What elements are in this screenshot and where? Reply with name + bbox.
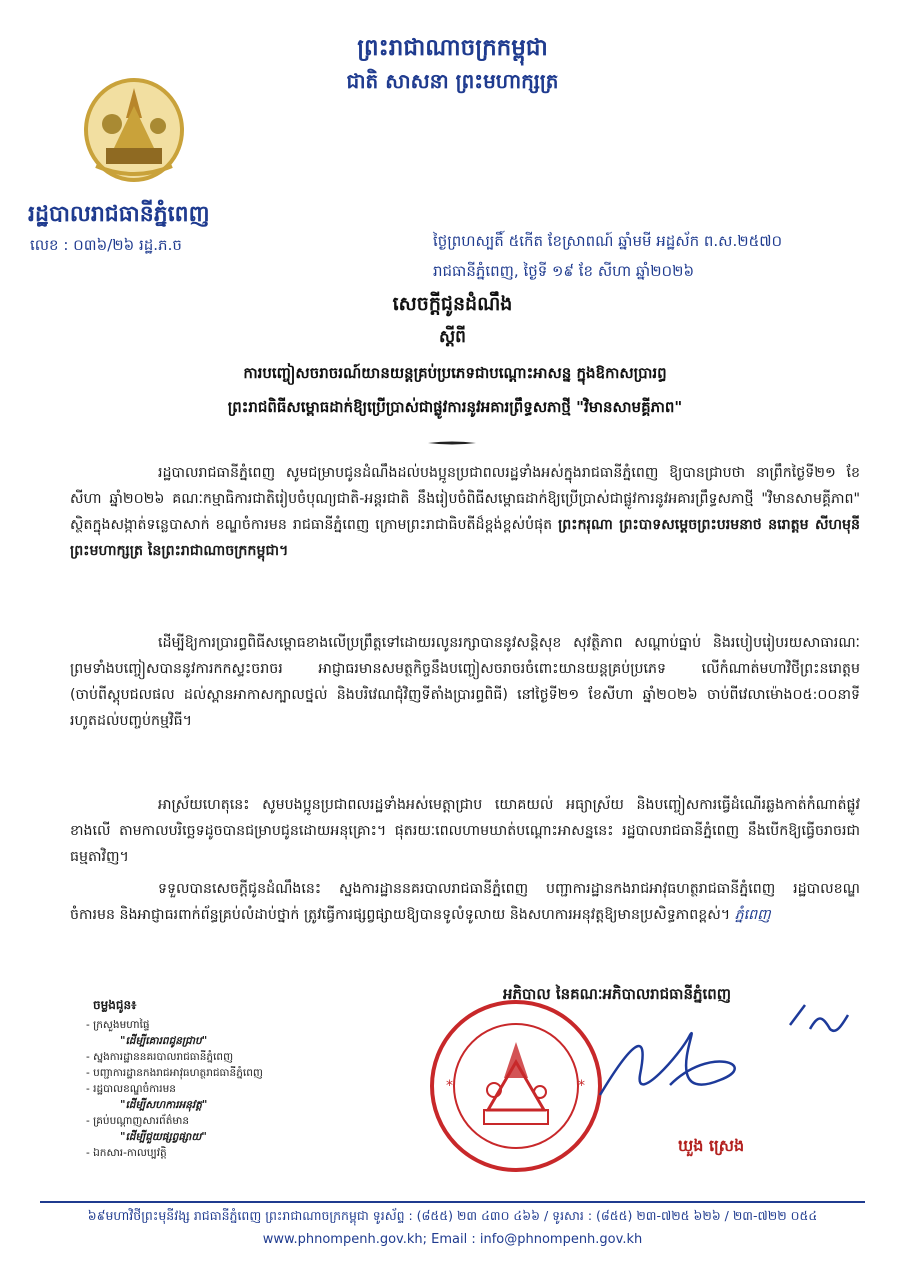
signatory-title: អភិបាល នៃគណៈអភិបាលរាជធានីភ្នំពេញ: [503, 985, 732, 1003]
kingdom-heading: ព្រះរាជាណាចក្រកម្ពុជា: [357, 35, 548, 61]
subject-line-2: ព្រះរាជពិធីសម្ពោធដាក់ឱ្យប្រើប្រាស់ជាផ្លូវការនូវអគារព្រឹទ្ធសភាថ្មី "វិមានសាមគ្គីភាព": [227, 398, 683, 416]
cc-item: - ស្នងការដ្ឋាននគរបាលរាជធានីភ្នំពេញ: [86, 1051, 234, 1063]
paragraph-2-text: ដើម្បីឱ្យការប្រារព្ធពិធីសម្ពោធខាងលើប្រព្រឹត្តទៅដោយរលូនរក្សាបាននូវសន្តិសុខ សុវត្ថិភាព សណ្តាប់ធ្នាប់ និងរបៀបរៀបរយសាធារណៈ ព្រមទាំងបញ្ចៀសបាននូវការកកស្ទះចរាចរ អាជ្ញាធរមានសមត្ថកិច្ចនឹងបញ្ចៀសចរាចរចំពោះយានយន្តគ្រប់ប្រភេទ លើកំណាត់មហាវិថីព្រះនរោត្តម (ចាប់ពីស្តុបជលផល ដល់ស្ពានអាកាសក្បាលថ្នល់ និងបរិវេណជុំវិញទីតាំងប្រារព្ធពិធី) នៅថ្ងៃទី២១ ខែសីហា ឆ្នាំ២០២៦ ចាប់ពីវេលាម៉ោង០៥:០០នាទី រហូតដល់បញ្ចប់កម្មវិធី។: [70, 635, 860, 729]
cc-item-note: "ដើម្បីសហការអនុវត្ត": [120, 1099, 208, 1111]
paragraph-1-text: រដ្ឋបាលរាជធានីភ្នំពេញ សូមជម្រាបជូនដំណឹងដល់បងប្អូនប្រជាពលរដ្ឋទាំងអស់ក្នុងរាជធានីភ្នំពេញ ឱ្យបានជ្រាបថា នាព្រឹកថ្ងៃទី២១ ខែសីហា ឆ្នាំ២០២៦ គណៈកម្មាធិការជាតិរៀបចំបុណ្យជាតិ-អន្តរជាតិ នឹងរៀបចំពិធីសម្ពោធដាក់ឱ្យប្រើប្រាស់ជាផ្លូវការនូវអគារព្រឹទ្ធសភាថ្មី "វិមានសាមគ្គីភាព" ស្ថិតក្នុងសង្កាត់ទន្លេបាសាក់ ខណ្ឌចំការមន រាជធានីភ្នំពេញ ក្រោមព្រះរាជាធិបតីដ៏ខ្ពង់ខ្ពស់បំផុត: [70, 465, 860, 533]
body-paragraph-1: [70, 460, 860, 564]
solar-date: រាជធានីភ្នំពេញ, ថ្ងៃទី ១៩ ខែ សីហា ឆ្នាំ២០២៦: [433, 262, 695, 280]
subject-line-1: ការបញ្ចៀសចរាចរណ៍យានយន្តគ្រប់ប្រភេទជាបណ្តោះអាសន្ន ក្នុងឱកាសប្រារព្ធ: [243, 364, 667, 382]
signatory-name: ឃួង ស្រេង: [678, 1136, 745, 1155]
lunar-date: ថ្ងៃព្រហស្បតិ៍ ៥កើត ខែស្រាពណ៍ ឆ្នាំមមី អដ្ឋស័ក ព.ស.២៥៧០: [433, 232, 783, 250]
footer-contact: www.phnompenh.gov.kh; Email : info@phnompenh.gov.kh: [262, 1232, 643, 1247]
cc-title: ចម្លងជូន៖: [93, 998, 137, 1012]
paragraph-4-text: ទទួលបានសេចក្តីជូនដំណឹងនេះ ស្នងការដ្ឋាននគរបាលរាជធានីភ្នំពេញ បញ្ជាការដ្ឋានកងរាជអាវុធហត្ថរាជធានីភ្នំពេញ រដ្ឋបាលខណ្ឌចំការមន និងអាជ្ញាធរពាក់ព័ន្ធគ្រប់លំដាប់ថ្នាក់ ត្រូវធ្វើការផ្សព្វផ្សាយឱ្យបានទូលំទូលាយ និងសហការអនុវត្តឱ្យមានប្រសិទ្ធភាពខ្ពស់។: [70, 881, 860, 923]
cc-item: - ក្រសួងមហាផ្ទៃ: [86, 1019, 150, 1031]
cc-item-note: "ដើម្បីគោរពជូនជ្រាប": [120, 1035, 208, 1047]
footer-address: ៦៩មហាវិថីព្រះមុនីវង្ស រាជធានីភ្នំពេញ ព្រះរាជាណាចក្រកម្ពុជា ទូរស័ព្ទ : (៨៥៥) ២៣ ៤៣០ ៤៦៦ / ទូរសារ : (៨៥៥) ២៣-៧២៥ ៦២៦ / ២៣-៧២២ ០៥៤: [87, 1208, 818, 1223]
reference-number: លេខ : ០៣៦/២៦ រដ្ឋ.ភ.ច: [30, 236, 182, 254]
cc-item: - ឯកសារ-កាលប្បវត្តិ: [86, 1147, 167, 1159]
document-type: សេចក្តីជូនដំណឹង: [392, 293, 513, 315]
cc-item: - បញ្ជាការដ្ឋានកងរាជអាវុធហត្ថរាជធានីភ្នំពេញ: [86, 1067, 263, 1079]
footer-divider: [40, 1201, 865, 1203]
phnom-penh-logo: [82, 78, 186, 196]
title-divider: [428, 441, 476, 445]
cc-list: [86, 1017, 326, 1161]
issuing-authority: រដ្ឋបាលរាជធានីភ្នំពេញ: [28, 202, 210, 227]
cc-item: - គ្រប់បណ្តាញសារព័ត៌មាន: [86, 1115, 190, 1127]
handwritten-note: ភ្នំពេញ: [734, 907, 771, 923]
king-title: ព្រះករុណា ព្រះបាទសម្តេចព្រះបរមនាថ នរោត្តម សីហមុនី ព្រះមហាក្សត្រ នៃព្រះរាជាណាចក្រកម្ពុជា។: [70, 517, 861, 559]
paragraph-3-text: អាស្រ័យហេតុនេះ សូមបងប្អូនប្រជាពលរដ្ឋទាំងអស់មេត្តាជ្រាប យោគយល់ អធ្យាស្រ័យ និងបញ្ចៀសការធ្វើដំណើរឆ្លងកាត់កំណាត់ផ្លូវខាងលើ តាមកាលបរិច្ឆេទដូចបានជម្រាបជូនដោយអនុគ្រោះ។ ផុតរយៈពេលហាមឃាត់បណ្តោះអាសន្ននេះ រដ្ឋបាលរាជធានីភ្នំពេញ នឹងបើកឱ្យធ្វើចរាចរជាធម្មតាវិញ។: [70, 797, 860, 865]
body-paragraph-3: [70, 792, 860, 870]
svg-text:*: *: [446, 1078, 453, 1094]
body-paragraph-4: [70, 876, 860, 928]
national-motto: ជាតិ សាសនា ព្រះមហាក្សត្រ: [346, 69, 559, 93]
document-about: ស្តីពី: [439, 327, 466, 347]
svg-text:*: *: [578, 1078, 585, 1094]
cc-item-note: "ដើម្បីជួយផ្សព្វផ្សាយ": [120, 1131, 207, 1143]
body-paragraph-2: [70, 630, 860, 734]
handwritten-signature: [560, 985, 850, 1125]
cc-item: - រដ្ឋបាលខណ្ឌចំការមន: [86, 1083, 176, 1095]
